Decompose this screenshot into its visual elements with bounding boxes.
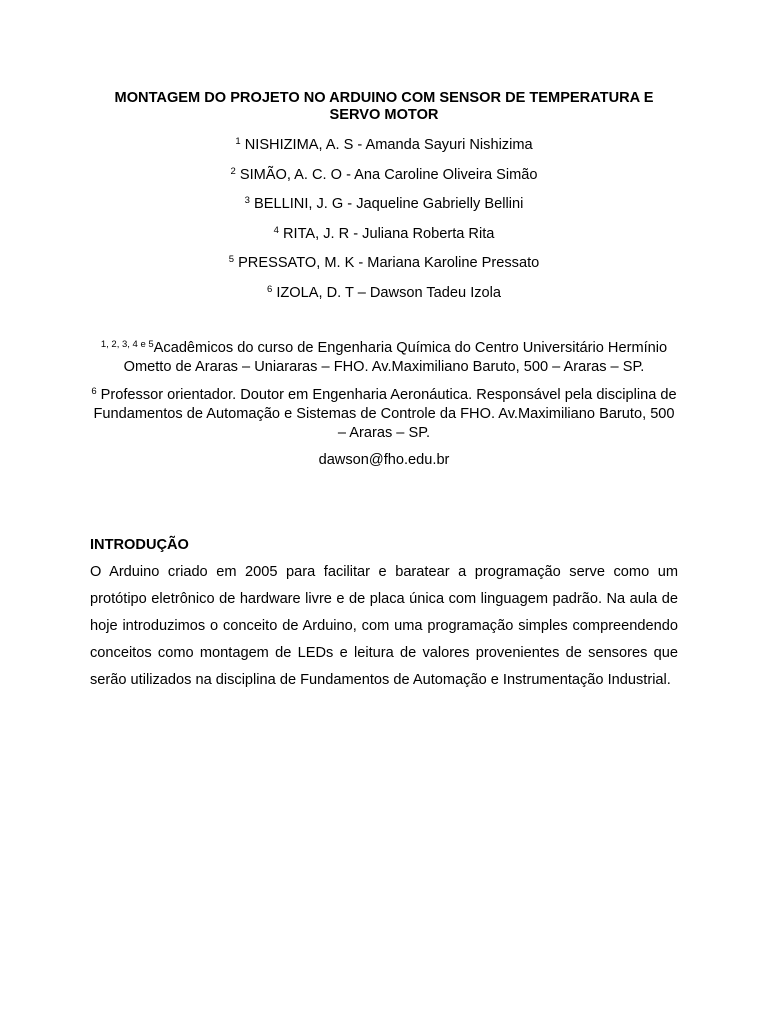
author-line (90, 285, 678, 302)
author-name: NISHIZIMA, A. S - Amanda Sayuri Nishizima (244, 137, 533, 153)
author-name: SIMÃO, A. C. O - Ana Caroline Oliveira Simão (239, 166, 538, 183)
author-superscript: 4 (273, 224, 279, 236)
affiliation-advisor (90, 386, 678, 443)
introduction-paragraph: O Arduino criado em 2005 para facilitar e baratear a programação serve como um protótipo eletrônico de hardware livre e de placa única com linguagem padrão. Na aula de hoje introduzimos o conceito de Arduino, com uma programação simples compreendendo conceitos como montagem de LEDs e leitura de valores provenientes de sensores que serão utilizados na disciplina de Fundamentos de Automação e Instrumentação Industrial. (90, 563, 678, 688)
author-superscript: 3 (244, 195, 250, 206)
affiliation-text: Professor orientador. Doutor em Engenharia Aeronáutica. Responsável pela disciplina de Fundamentos de Automação e Sistemas de Controle da FHO. Av.Maximiliano Baruto, 500 – Araras – SP. (93, 386, 677, 441)
author-name: RITA, J. R - Juliana Roberta Rita (282, 225, 495, 242)
author-superscript: 6 (266, 283, 273, 295)
author-name: BELLINI, J. G - Jaqueline Gabrielly Bellini (254, 196, 524, 212)
author-line (90, 226, 678, 243)
author-name: IZOLA, D. T – Dawson Tadeu Izola (276, 284, 502, 301)
affiliation-students (90, 339, 678, 377)
author-superscript: 2 (230, 165, 236, 177)
affiliation-text: Acadêmicos do curso de Engenharia Química do Centro Universitário Hermínio Ometto de Araras – Uniararas – FHO. Av.Maximiliano Baruto, 500 – Araras – SP. (123, 339, 668, 375)
author-line (90, 255, 678, 272)
affiliation-superscript: 6 (91, 385, 97, 397)
author-line (90, 167, 678, 184)
author-superscript: 1 (235, 136, 241, 147)
paper-page (90, 90, 678, 694)
author-list (90, 137, 678, 302)
affiliation-superscript: 1, 2, 3, 4 e 5 (100, 338, 154, 350)
author-superscript: 5 (228, 254, 235, 265)
author-name: PRESSATO, M. K - Mariana Karoline Pressato (238, 255, 540, 271)
section-heading-introduction: INTRODUÇÃO (90, 536, 189, 553)
contact-email: dawson@fho.edu.br (318, 451, 450, 468)
author-line (90, 196, 678, 213)
author-line (90, 137, 678, 154)
paper-title: MONTAGEM DO PROJETO NO ARDUINO COM SENSOR DE TEMPERATURA E SERVO MOTOR (114, 90, 654, 123)
